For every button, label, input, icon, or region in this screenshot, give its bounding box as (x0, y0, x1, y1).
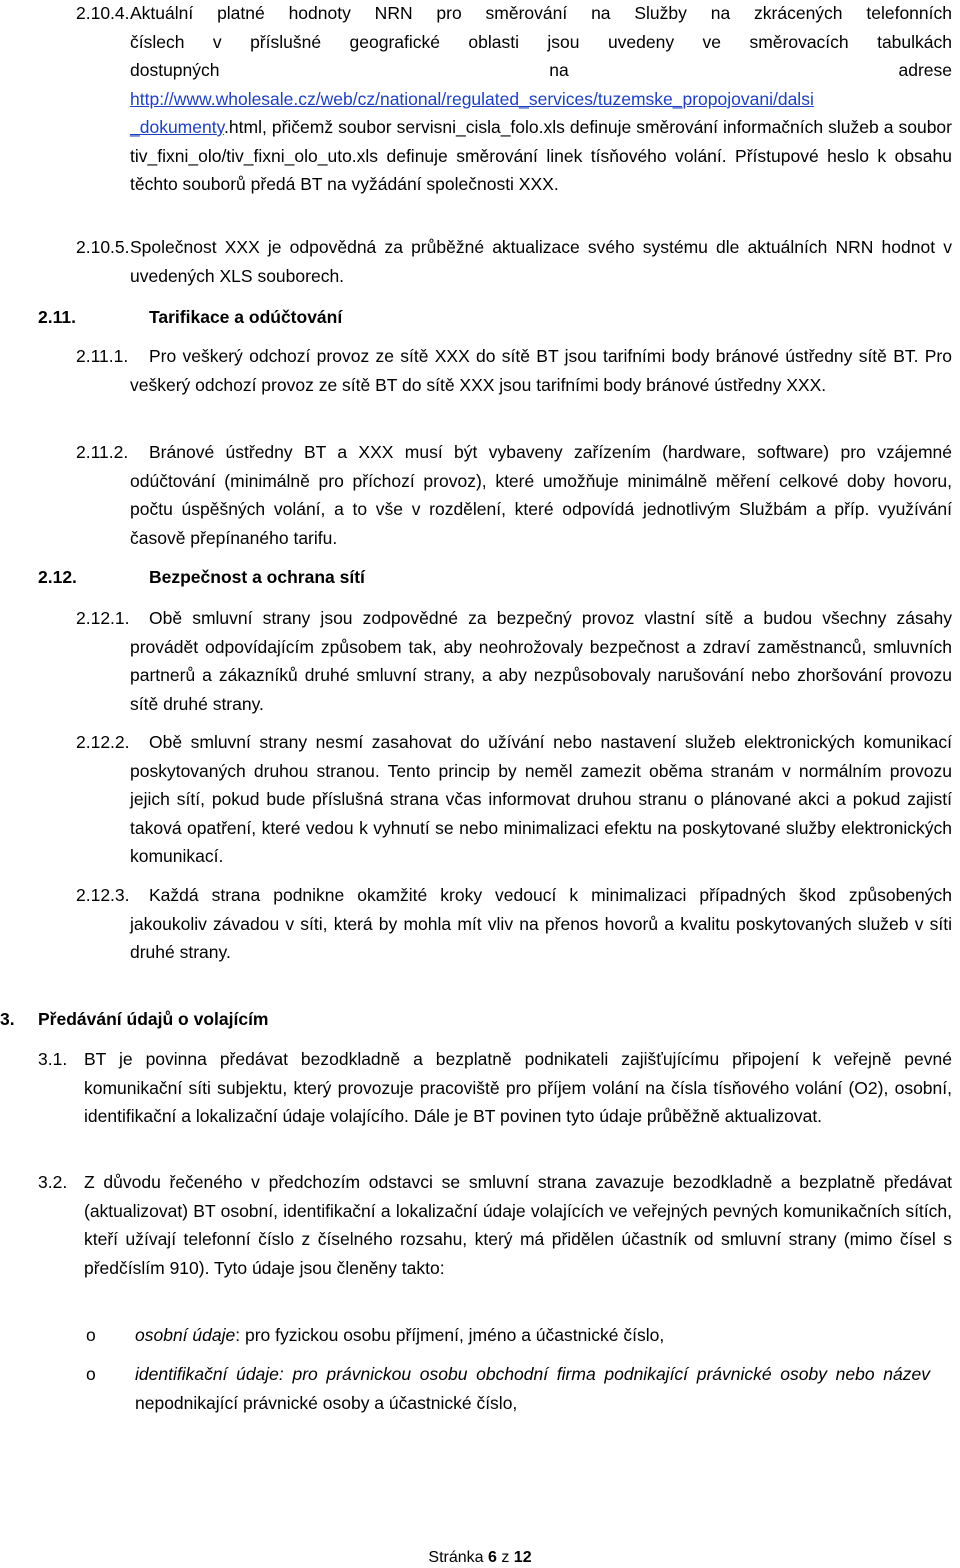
footer-total-pages: 12 (513, 1549, 532, 1566)
paragraph-3-2: Z důvodu řečeného v předchozím odstavci se smluvní strana zavazuje bezodkladně a bezplatně předávat (aktualizovat) BT osobní, identifikační a lokalizační údaje volajících ve veřejných pevných komunikačních sítích, kteří užívají telefonní číslo z číselného rozsahu, který má přidělen účastník od smluvní strany (mimo čísel s předčíslím 910). Tyto údaje jsou členěny takto: (84, 1172, 952, 1278)
paragraph-3-1: BT je povinna předávat bezodkladně a bezplatně podnikateli zajišťujícímu připojení k veřejně pevné komunikační síti subjektu, který provozuje pracoviště pro příjem volání na čísla tísňového volání (O2), osobní, identifikační a lokalizační údaje volajícího. Dále je BT povinen tyto údaje průběžně aktualizovat. (84, 1049, 952, 1126)
bullet-marker: o (86, 1364, 96, 1384)
heading-2-11: Tarifikace a odúčtování (149, 307, 343, 327)
link-line (130, 85, 952, 114)
bullet-item-personal (135, 1321, 952, 1350)
wholesale-link-end[interactable]: _dokumenty (130, 117, 225, 137)
footer-prefix: Stránka (428, 1549, 484, 1566)
heading-number-3: 3. (0, 1009, 15, 1029)
bullet-item-identification (135, 1360, 930, 1417)
bullet-item-text: : pro fyzickou osobu příjmení, jméno a účastnické číslo, (235, 1325, 665, 1345)
section-number-3-2: 3.2. (38, 1172, 68, 1192)
paragraph-2-12-2: Obě smluvní strany nesmí zasahovat do užívání nebo nastavení služeb elektronických komunikací poskytovaných druhou stranou. Tento princip by neměl zamezit oběma stranám v normálním provozu jejich sítí, pokud bude příslušná strana včas informovat druhou stranu o plánované akci a pokud zajistí taková opatření, které vedou k vyhnutí se nebo minimalizaci efektu na poskytované služby elektronických komunikací. (130, 732, 952, 866)
paragraph-2-11-2: Bránové ústředny BT a XXX musí být vybaveny zařízením (hardware, software) pro vzájemné odúčtování (minimálně pro příchozí provoz), které umožňuje minimálně měření celkové doby hovoru, počtu úspěšných volání, a to vše v rozdělení, které odpovídá jednotlivým Službám a příp. využívání časově přepínaného tarifu. (130, 442, 952, 548)
section-number-3-1: 3.1. (38, 1049, 68, 1069)
heading-number-2-12: 2.12. (38, 567, 77, 587)
section-number-2-10-4: 2.10.4. (76, 3, 130, 23)
paragraph-2-10-4-line: Aktuální platné hodnoty NRN pro směrování na Služby na zkrácených telefonních (130, 3, 952, 23)
section-number-2-11-1: 2.11.1. (76, 346, 129, 366)
section-number-2-12-3: 2.12.3. (76, 885, 130, 905)
bullet-item-italic: identifikační údaje: pro právnickou osobu obchodní firma podnikající právnické osoby nebo název (135, 1364, 930, 1384)
bullet-marker: o (86, 1325, 96, 1345)
footer-page-number: 6 (487, 1549, 497, 1566)
paragraph-2-10-4-text: .html, přičemž soubor servisni_cisla_folo.xls definuje směrování informačních služeb a soubor tiv_fixni_olo/tiv_fixni_olo_uto.xls definuje směrování linek tísňového volání. Přístupové heslo k obsahu těchto souborů předá BT na vyžádání společnosti XXX. (130, 117, 952, 194)
paragraph-2-12-1: Obě smluvní strany jsou zodpovědné za bezpečný provoz vlastní sítě a budou všechny zásahy provádět odpovídajícím způsobem tak, aby neohrožovaly bezpečnost a zdraví zaměstnanců, smluvních partnerů a zákazníků druhé smluvní strany, a aby nezpůsobovaly narušování nebo zhoršování provozu sítě druhé strany. (130, 608, 952, 714)
paragraph-2-10-4 (130, 0, 952, 199)
section-number-2-10-5: 2.10.5. (76, 237, 130, 257)
heading-3: Předávání údajů o volajícím (38, 1009, 269, 1029)
paragraph-2-11-1: Pro veškerý odchozí provoz ze sítě XXX do sítě BT jsou tarifními body bránové ústředny sítě BT. Pro veškerý odchozí provoz ze sítě BT do sítě XXX jsou tarifními body bránové ústředny XXX. (130, 346, 952, 395)
paragraph-2-10-4-line: dostupných na adrese (130, 60, 952, 80)
footer-separator: z (501, 1549, 510, 1566)
heading-2-12: Bezpečnost a ochrana sítí (149, 567, 365, 587)
page-footer (0, 1548, 960, 1568)
paragraph-2-10-4-line: číslech v příslušné geografické oblasti jsou uvedeny ve směrovacích tabulkách (130, 31, 952, 52)
bullet-item-italic: osobní údaje (135, 1325, 236, 1345)
section-number-2-12-1: 2.12.1. (76, 608, 130, 628)
wholesale-link[interactable]: http://www.wholesale.cz/web/cz/national/regulated_services/tuzemske_propojovani/dalsi (130, 88, 814, 109)
section-number-2-11-2: 2.11.2. (76, 442, 129, 462)
bullet-item-text: nepodnikající právnické osoby a účastnické číslo, (135, 1392, 518, 1413)
paragraph-2-12-3: Každá strana podnikne okamžité kroky vedoucí k minimalizaci případných škod způsobených jakoukoliv závadou v síti, která by mohla mít vliv na přenos hovorů a kvalitu poskytovaných služeb v síti druhé strany. (130, 885, 952, 962)
section-number-2-12-2: 2.12.2. (76, 732, 130, 752)
heading-number-2-11: 2.11. (38, 307, 76, 327)
paragraph-2-10-5: Společnost XXX je odpovědná za průběžné aktualizace svého systému dle aktuálních NRN hodnot v uvedených XLS souborech. (130, 237, 952, 286)
paragraph-2-10-4-tail (130, 113, 952, 199)
